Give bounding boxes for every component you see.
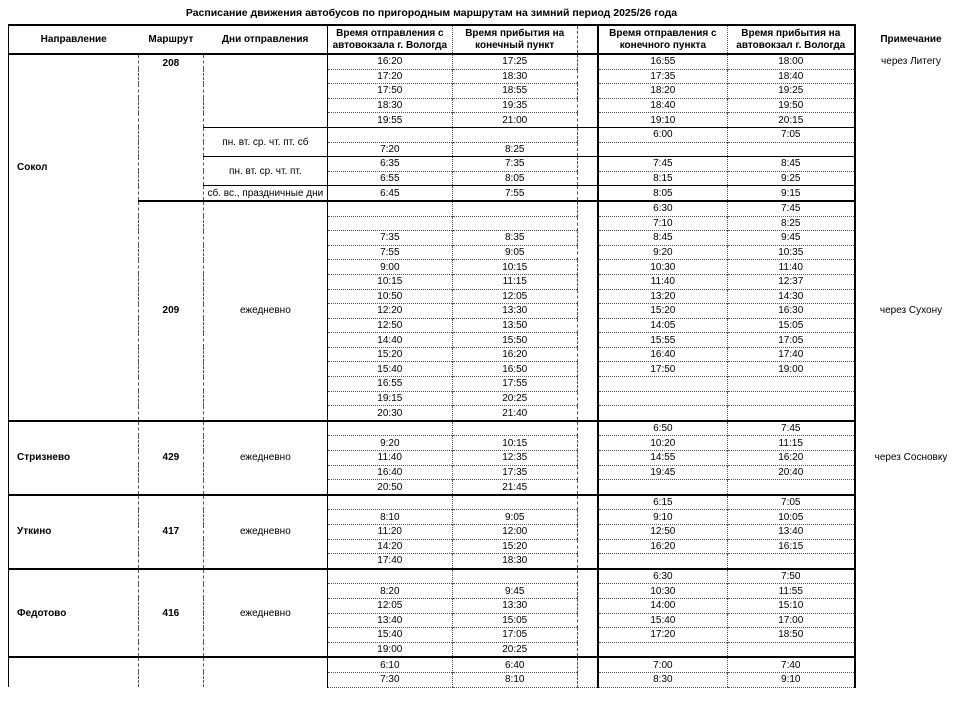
spacer-cell (577, 201, 598, 216)
time-cell-departure-vologda: 7:35 (327, 231, 452, 246)
spacer-cell (577, 347, 598, 362)
days-cell: ежедневно (203, 569, 327, 658)
time-cell-arrival-vologda: 20:15 (727, 113, 855, 128)
spacer-cell (577, 318, 598, 333)
time-cell-departure-endpoint: 6:15 (598, 495, 727, 510)
time-cell-departure-endpoint: 10:30 (598, 260, 727, 275)
column-header-arrival-vologda: Время прибытия на автовокзал г. Вологда (727, 25, 855, 54)
spacer-cell (577, 260, 598, 275)
time-cell-arrival-vologda: 9:15 (727, 186, 855, 201)
time-cell-departure-vologda: 16:40 (327, 465, 452, 480)
spacer-cell (577, 289, 598, 304)
time-cell-arrival-vologda: 11:55 (727, 584, 855, 599)
time-cell-departure-vologda: 19:55 (327, 113, 452, 128)
time-cell-arrival-vologda: 9:25 (727, 171, 855, 186)
time-cell-arrival-vologda: 7:50 (727, 569, 855, 584)
time-cell-departure-vologda: 7:20 (327, 142, 452, 157)
time-cell-departure-endpoint (598, 391, 727, 406)
direction-cell: Сокол (9, 54, 139, 421)
time-cell-departure-endpoint (598, 554, 727, 569)
time-cell-departure-endpoint: 14:05 (598, 318, 727, 333)
time-cell-arrival-endpoint: 21:00 (452, 113, 577, 128)
time-cell-departure-vologda: 8:10 (327, 510, 452, 525)
time-cell-arrival-vologda: 15:10 (727, 598, 855, 613)
time-cell-arrival-vologda: 17:00 (727, 613, 855, 628)
time-cell-departure-vologda (327, 216, 452, 231)
spacer-cell (577, 333, 598, 348)
time-cell-departure-vologda: 15:40 (327, 628, 452, 643)
spacer-cell (577, 84, 598, 99)
time-cell-arrival-vologda: 18:40 (727, 69, 855, 84)
time-cell-departure-vologda: 10:50 (327, 289, 452, 304)
spacer-cell (577, 216, 598, 231)
time-cell-departure-endpoint: 10:30 (598, 584, 727, 599)
time-cell-departure-vologda: 8:20 (327, 584, 452, 599)
time-cell-departure-vologda: 17:20 (327, 69, 452, 84)
time-cell-arrival-vologda: 19:25 (727, 84, 855, 99)
time-cell-arrival-endpoint: 16:20 (452, 347, 577, 362)
time-cell-departure-endpoint: 9:20 (598, 245, 727, 260)
column-header-direction: Направление (9, 25, 139, 54)
time-cell-arrival-endpoint: 15:05 (452, 613, 577, 628)
time-cell-arrival-endpoint: 18:30 (452, 554, 577, 569)
time-cell-arrival-vologda: 10:05 (727, 510, 855, 525)
time-cell-arrival-endpoint (452, 216, 577, 231)
time-cell-departure-endpoint: 14:00 (598, 598, 727, 613)
time-cell-departure-vologda: 17:50 (327, 84, 452, 99)
time-cell-arrival-endpoint: 9:05 (452, 510, 577, 525)
time-cell-departure-vologda: 18:30 (327, 98, 452, 113)
time-cell-departure-vologda: 6:35 (327, 157, 452, 172)
time-cell-departure-vologda (327, 201, 452, 216)
time-cell-arrival-vologda: 7:45 (727, 421, 855, 436)
days-cell: ежедневно (203, 495, 327, 569)
spacer-cell (577, 451, 598, 466)
time-cell-arrival-vologda: 11:15 (727, 436, 855, 451)
column-header-days: Дни отправления (203, 25, 327, 54)
time-cell-departure-endpoint: 8:05 (598, 186, 727, 201)
time-cell-departure-endpoint: 14:55 (598, 451, 727, 466)
time-cell-arrival-endpoint: 8:10 (452, 672, 577, 687)
time-cell-arrival-endpoint: 11:15 (452, 274, 577, 289)
spacer-cell (577, 274, 598, 289)
time-cell-arrival-vologda: 12:37 (727, 274, 855, 289)
route-cell: 209 (138, 201, 203, 421)
time-cell-arrival-vologda: 16:30 (727, 304, 855, 319)
spacer-cell (577, 421, 598, 436)
time-cell-departure-endpoint: 7:10 (598, 216, 727, 231)
time-cell-arrival-vologda: 14:30 (727, 289, 855, 304)
time-cell-arrival-vologda: 11:40 (727, 260, 855, 275)
spacer-cell (577, 510, 598, 525)
time-cell-arrival-vologda: 13:40 (727, 525, 855, 540)
spacer-cell (577, 628, 598, 643)
route-cell: 417 (138, 495, 203, 569)
time-cell-arrival-endpoint (452, 495, 577, 510)
table-row (9, 201, 966, 216)
spacer-cell (577, 362, 598, 377)
spacer-cell (577, 480, 598, 495)
column-header-route: Маршрут (138, 25, 203, 54)
time-cell-arrival-endpoint: 12:00 (452, 525, 577, 540)
spacer-cell (577, 245, 598, 260)
time-cell-arrival-vologda (727, 406, 855, 421)
time-cell-departure-vologda: 9:20 (327, 436, 452, 451)
time-cell-arrival-endpoint: 17:25 (452, 54, 577, 69)
time-cell-departure-vologda: 7:55 (327, 245, 452, 260)
spacer-cell (577, 569, 598, 584)
time-cell-departure-endpoint (598, 377, 727, 392)
spacer-cell (577, 613, 598, 628)
spacer-cell (577, 598, 598, 613)
time-cell-arrival-endpoint (452, 421, 577, 436)
column-header-arrival-endpoint: Время прибытия на конечный пункт (452, 25, 577, 54)
spacer-cell (577, 642, 598, 657)
spacer-cell (577, 554, 598, 569)
time-cell-departure-endpoint: 10:20 (598, 436, 727, 451)
time-cell-arrival-vologda: 8:25 (727, 216, 855, 231)
time-cell-departure-vologda (327, 495, 452, 510)
time-cell-arrival-vologda: 19:00 (727, 362, 855, 377)
time-cell-departure-vologda (327, 569, 452, 584)
time-cell-departure-endpoint: 17:50 (598, 362, 727, 377)
time-cell-departure-vologda: 19:00 (327, 642, 452, 657)
table-row (9, 421, 966, 436)
time-cell-departure-endpoint: 15:55 (598, 333, 727, 348)
spacer-cell (577, 377, 598, 392)
spacer-cell (577, 539, 598, 554)
time-cell-arrival-vologda (727, 554, 855, 569)
time-cell-arrival-endpoint: 17:55 (452, 377, 577, 392)
time-cell-arrival-endpoint (452, 569, 577, 584)
time-cell-departure-endpoint: 19:10 (598, 113, 727, 128)
time-cell-arrival-endpoint: 6:40 (452, 657, 577, 672)
days-cell: пн. вт. ср. чт. пт. сб (203, 127, 327, 156)
time-cell-arrival-vologda: 7:45 (727, 201, 855, 216)
time-cell-arrival-vologda: 7:40 (727, 657, 855, 672)
route-cell: 429 (138, 421, 203, 495)
spacer-cell (577, 304, 598, 319)
time-cell-departure-endpoint (598, 642, 727, 657)
spacer-cell (577, 584, 598, 599)
time-cell-departure-endpoint (598, 142, 727, 157)
time-cell-arrival-vologda: 17:05 (727, 333, 855, 348)
spacer-cell (577, 157, 598, 172)
time-cell-arrival-endpoint: 18:30 (452, 69, 577, 84)
page-title: Расписание движения автобусов по пригородным маршрутам на зимний период 2025/26 года (8, 7, 855, 19)
time-cell-departure-vologda: 11:40 (327, 451, 452, 466)
time-cell-departure-endpoint: 9:10 (598, 510, 727, 525)
time-cell-arrival-endpoint: 12:35 (452, 451, 577, 466)
time-cell-arrival-vologda (727, 377, 855, 392)
time-cell-arrival-vologda: 16:20 (727, 451, 855, 466)
time-cell-arrival-endpoint: 20:25 (452, 642, 577, 657)
days-cell (203, 657, 327, 687)
time-cell-departure-vologda: 16:20 (327, 54, 452, 69)
time-cell-arrival-endpoint: 21:40 (452, 406, 577, 421)
days-cell: ежедневно (203, 421, 327, 495)
spacer-cell (577, 525, 598, 540)
time-cell-departure-endpoint: 17:35 (598, 69, 727, 84)
time-cell-arrival-vologda (727, 642, 855, 657)
table-row (9, 495, 966, 510)
column-header-departure-endpoint: Время отправления с конечного пункта (598, 25, 727, 54)
spacer-cell (577, 436, 598, 451)
time-cell-departure-vologda: 12:05 (327, 598, 452, 613)
time-cell-arrival-vologda: 8:45 (727, 157, 855, 172)
time-cell-departure-vologda: 20:50 (327, 480, 452, 495)
time-cell-departure-vologda: 20:30 (327, 406, 452, 421)
time-cell-arrival-vologda: 19:50 (727, 98, 855, 113)
time-cell-departure-vologda: 15:20 (327, 347, 452, 362)
time-cell-departure-endpoint: 16:20 (598, 539, 727, 554)
time-cell-departure-endpoint: 12:50 (598, 525, 727, 540)
time-cell-arrival-endpoint: 13:30 (452, 598, 577, 613)
spacer-cell (577, 657, 598, 672)
time-cell-departure-endpoint: 16:55 (598, 54, 727, 69)
time-cell-arrival-endpoint: 8:05 (452, 171, 577, 186)
time-cell-departure-vologda (327, 421, 452, 436)
time-cell-departure-endpoint: 13:20 (598, 289, 727, 304)
time-cell-arrival-endpoint: 21:45 (452, 480, 577, 495)
time-cell-arrival-vologda: 20:40 (727, 465, 855, 480)
time-cell-departure-endpoint: 6:30 (598, 201, 727, 216)
header-spacer (577, 25, 598, 54)
table-row (9, 54, 966, 69)
note-cell (855, 495, 966, 569)
route-cell: 416 (138, 569, 203, 658)
route-cell: 208 (138, 54, 203, 201)
time-cell-departure-vologda: 12:20 (327, 304, 452, 319)
time-cell-arrival-vologda: 10:35 (727, 245, 855, 260)
time-cell-departure-endpoint: 19:45 (598, 465, 727, 480)
time-cell-arrival-endpoint (452, 127, 577, 142)
time-cell-arrival-endpoint: 15:50 (452, 333, 577, 348)
time-cell-departure-vologda: 13:40 (327, 613, 452, 628)
spacer-cell (577, 69, 598, 84)
time-cell-arrival-endpoint: 7:55 (452, 186, 577, 201)
spacer-cell (577, 142, 598, 157)
time-cell-departure-endpoint: 6:30 (598, 569, 727, 584)
time-cell-departure-endpoint: 16:40 (598, 347, 727, 362)
time-cell-arrival-vologda: 15:05 (727, 318, 855, 333)
spacer-cell (577, 391, 598, 406)
time-cell-arrival-endpoint: 18:55 (452, 84, 577, 99)
column-header-departure-vologda: Время отправления с автовокзала г. Вологда (327, 25, 452, 54)
schedule-body (9, 54, 966, 687)
time-cell-arrival-vologda: 9:10 (727, 672, 855, 687)
time-cell-arrival-endpoint: 8:35 (452, 231, 577, 246)
time-cell-departure-endpoint: 8:30 (598, 672, 727, 687)
time-cell-departure-vologda: 19:15 (327, 391, 452, 406)
time-cell-arrival-endpoint: 16:50 (452, 362, 577, 377)
spacer-cell (577, 113, 598, 128)
spacer-cell (577, 495, 598, 510)
note-cell: через Сухону (855, 201, 966, 421)
table-row (9, 657, 966, 672)
spacer-cell (577, 406, 598, 421)
time-cell-arrival-endpoint: 7:35 (452, 157, 577, 172)
time-cell-departure-vologda: 17:40 (327, 554, 452, 569)
spacer-cell (577, 171, 598, 186)
time-cell-arrival-endpoint: 13:30 (452, 304, 577, 319)
time-cell-departure-vologda: 6:55 (327, 171, 452, 186)
time-cell-arrival-endpoint: 9:45 (452, 584, 577, 599)
spacer-cell (577, 231, 598, 246)
note-cell (855, 657, 966, 687)
time-cell-arrival-vologda: 18:50 (727, 628, 855, 643)
time-cell-departure-vologda: 14:20 (327, 539, 452, 554)
time-cell-departure-endpoint: 6:50 (598, 421, 727, 436)
spacer-cell (577, 672, 598, 687)
time-cell-departure-vologda: 10:15 (327, 274, 452, 289)
time-cell-departure-endpoint: 15:20 (598, 304, 727, 319)
time-cell-departure-endpoint: 18:40 (598, 98, 727, 113)
spacer-cell (577, 54, 598, 69)
schedule-table (8, 24, 966, 688)
spacer-cell (577, 186, 598, 201)
direction-cell: Уткино (9, 495, 139, 569)
direction-cell: Стризнево (9, 421, 139, 495)
time-cell-departure-vologda: 11:20 (327, 525, 452, 540)
time-cell-arrival-endpoint: 19:35 (452, 98, 577, 113)
header-row (9, 25, 966, 54)
time-cell-arrival-vologda (727, 391, 855, 406)
time-cell-arrival-endpoint: 8:25 (452, 142, 577, 157)
days-cell: сб. вс., праздничные дни (203, 186, 327, 201)
time-cell-departure-endpoint (598, 406, 727, 421)
direction-cell (9, 657, 139, 687)
time-cell-departure-endpoint: 7:00 (598, 657, 727, 672)
time-cell-departure-endpoint: 7:45 (598, 157, 727, 172)
time-cell-departure-vologda: 6:45 (327, 186, 452, 201)
time-cell-arrival-vologda: 7:05 (727, 495, 855, 510)
table-row (9, 569, 966, 584)
time-cell-departure-endpoint: 8:15 (598, 171, 727, 186)
time-cell-arrival-endpoint: 17:35 (452, 465, 577, 480)
time-cell-departure-vologda: 9:00 (327, 260, 452, 275)
note-cell: через Сосновку (855, 421, 966, 495)
time-cell-departure-vologda: 14:40 (327, 333, 452, 348)
time-cell-arrival-vologda: 7:05 (727, 127, 855, 142)
note-cell (855, 569, 966, 658)
column-header-note: Примечание (855, 25, 966, 54)
time-cell-arrival-endpoint: 9:05 (452, 245, 577, 260)
time-cell-departure-endpoint (598, 480, 727, 495)
direction-cell: Федотово (9, 569, 139, 658)
time-cell-arrival-vologda: 17:40 (727, 347, 855, 362)
time-cell-arrival-vologda (727, 142, 855, 157)
time-cell-arrival-endpoint: 17:05 (452, 628, 577, 643)
spacer-cell (577, 127, 598, 142)
time-cell-arrival-vologda (727, 480, 855, 495)
time-cell-departure-endpoint: 6:00 (598, 127, 727, 142)
time-cell-arrival-endpoint: 15:20 (452, 539, 577, 554)
time-cell-departure-vologda: 12:50 (327, 318, 452, 333)
time-cell-arrival-vologda: 18:00 (727, 54, 855, 69)
time-cell-arrival-endpoint: 13:50 (452, 318, 577, 333)
time-cell-arrival-endpoint: 12:05 (452, 289, 577, 304)
time-cell-departure-endpoint: 8:45 (598, 231, 727, 246)
time-cell-arrival-vologda: 9:45 (727, 231, 855, 246)
time-cell-arrival-endpoint (452, 201, 577, 216)
time-cell-departure-endpoint: 11:40 (598, 274, 727, 289)
time-cell-departure-vologda: 7:30 (327, 672, 452, 687)
time-cell-departure-endpoint: 17:20 (598, 628, 727, 643)
time-cell-arrival-endpoint: 10:15 (452, 436, 577, 451)
spacer-cell (577, 465, 598, 480)
time-cell-arrival-endpoint: 10:15 (452, 260, 577, 275)
time-cell-departure-vologda: 15:40 (327, 362, 452, 377)
time-cell-departure-vologda: 16:55 (327, 377, 452, 392)
time-cell-departure-vologda: 6:10 (327, 657, 452, 672)
days-cell: пн. вт. ср. чт. пт. (203, 157, 327, 186)
time-cell-departure-vologda (327, 127, 452, 142)
days-cell (203, 54, 327, 127)
time-cell-arrival-endpoint: 20:25 (452, 391, 577, 406)
note-cell: через Литегу (855, 54, 966, 201)
time-cell-departure-endpoint: 18:20 (598, 84, 727, 99)
time-cell-arrival-vologda: 16:15 (727, 539, 855, 554)
days-cell: ежедневно (203, 201, 327, 421)
route-cell (138, 657, 203, 687)
spacer-cell (577, 98, 598, 113)
time-cell-departure-endpoint: 15:40 (598, 613, 727, 628)
